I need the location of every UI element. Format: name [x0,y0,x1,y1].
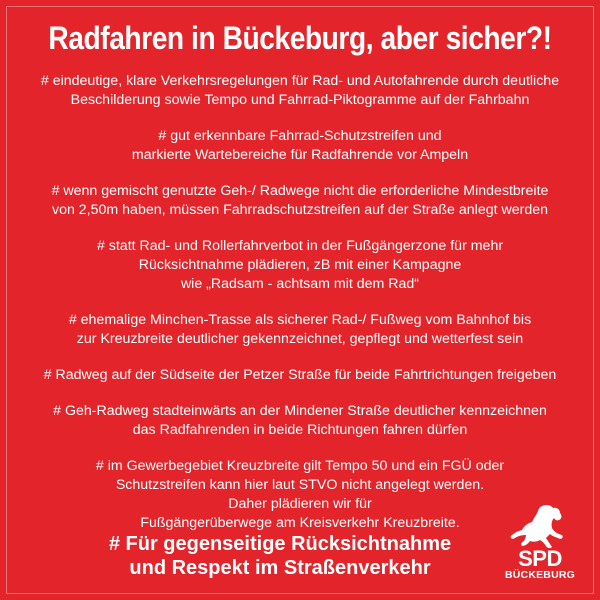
logo-party: SPD [518,546,562,571]
list-item-line: # Geh-Radweg stadteinwärts an der Mindener Straße deutlicher kennzeichnen [53,403,547,419]
list-item-line: # gut erkennbare Fahrrad-Schutzstreifen und [158,128,442,144]
list-item-line: von 2,50m haben, müssen Fahrradschutzstreifen auf der Straße anlegt werden [51,202,549,218]
slogan-line-2: und Respekt im Straßenverkehr [129,557,431,579]
list-item-line: Rücksichtnahme plädieren, zB mit einer Kampagne [138,257,462,273]
list-item-line: # eindeutige, klare Verkehrsregelungen für Rad- und Autofahrende durch deutliche [40,73,560,89]
list-item-line: # im Gewerbegebiet Kreuzbreite gilt Tempo 50 und ein FGÜ oder [95,458,505,474]
list-item [18,366,582,385]
list-item-line: das Radfahrenden in beide Richtungen fahren dürfen [132,422,468,438]
list-item [18,402,582,440]
spd-logo [498,502,582,584]
list-item [18,182,582,220]
list-item-line: Fußgängerüberwege am Kreisverkehr Kreuzbreite. [140,515,460,531]
list-item [18,72,582,110]
list-item-line: # statt Rad- und Rollerfahrverbot in der Fußgängerzone für mehr [96,238,504,254]
list-item [18,311,582,349]
demands-list [18,72,582,550]
slogan [90,532,470,580]
list-item [18,127,582,165]
list-item-line: # Radweg auf der Südseite der Petzer Straße für beide Fahrtrichtungen freigeben [43,367,557,383]
list-item-line: Schutzstreifen kann hier laut STVO nicht angelegt werden. [115,477,485,493]
list-item-line: zur Kreuzbreite deutlicher gekennzeichnet, gepflegt und wetterfest sein [76,331,524,347]
page-title: Radfahren in Bückeburg, aber sicher?! [48,20,552,56]
list-item-line: # ehemalige Minchen-Trasse als sicherer Rad-/ Fußweg vom Bahnhof bis [68,312,532,328]
slogan-line-1: # Für gegenseitige Rücksichtnahme [108,533,452,555]
list-item [18,237,582,294]
list-item-line: # wenn gemischt genutzte Geh-/ Radwege nicht die erforderliche Mindestbreite [51,183,549,199]
list-item-line: Beschilderung sowie Tempo und Fahrrad-Piktogramme auf der Fahrbahn [70,92,530,108]
list-item-line: wie „Radsam - achtsam mit dem Rad“ [180,276,420,292]
logo-city: BÜCKEBURG [504,569,576,581]
list-item-line: markierte Wartebereiche für Radfahrende vor Ampeln [131,147,469,163]
horse-icon [498,502,582,550]
list-item-line: Daher plädieren wir für [228,496,372,512]
